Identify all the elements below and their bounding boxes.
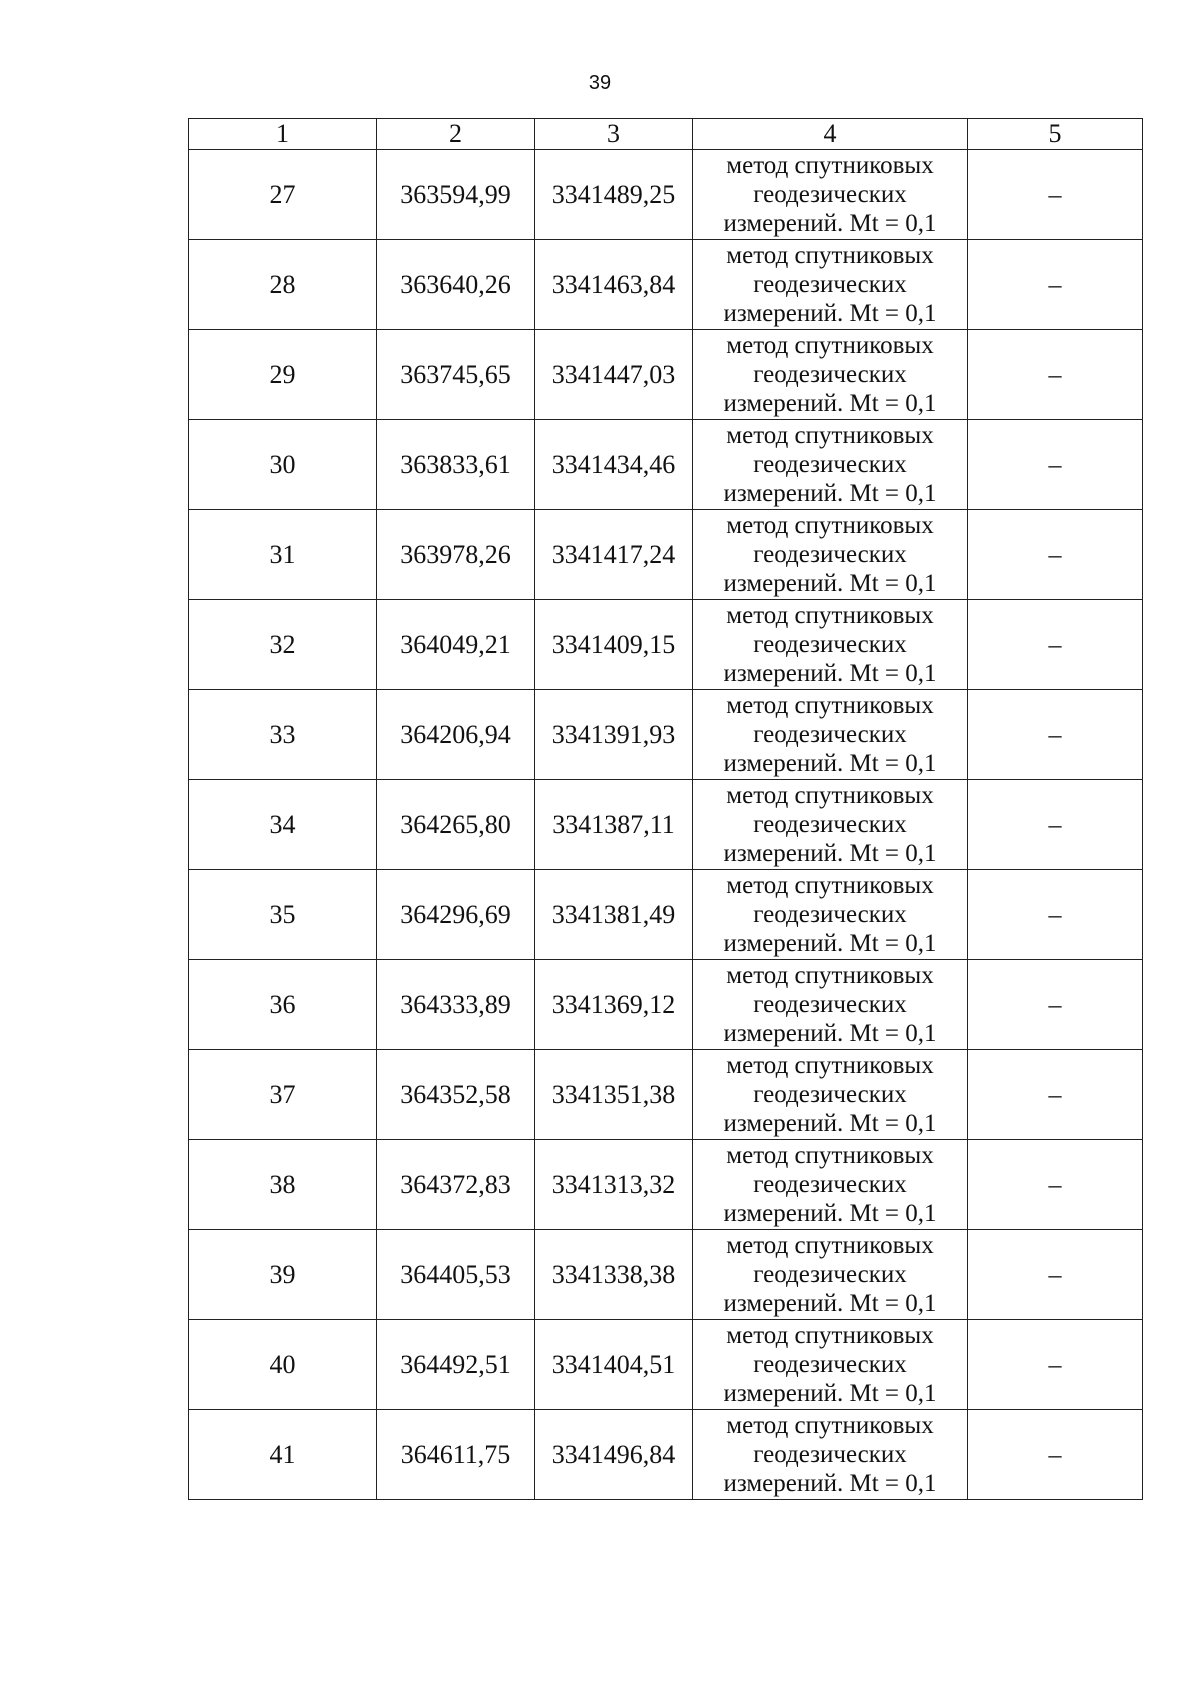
method-cell [693,240,968,330]
header-col-2: 2 [377,119,535,150]
point-number-cell: 33 [189,690,377,780]
method-cell [693,1050,968,1140]
table-row [189,1140,1143,1230]
coordinate-y-cell: 3341489,25 [535,150,693,240]
point-number-cell: 35 [189,870,377,960]
method-text-line: геодезических [753,991,907,1018]
header-col-4: 4 [693,119,968,150]
point-number-cell: 37 [189,1050,377,1140]
coordinate-y-cell: 3341369,12 [535,960,693,1050]
coordinate-x-cell: 363745,65 [377,330,535,420]
coordinate-x-cell: 364265,80 [377,780,535,870]
point-number-cell: 34 [189,780,377,870]
header-col-5: 5 [968,119,1143,150]
table-row [189,1230,1143,1320]
method-cell [693,1320,968,1410]
method-cell [693,1410,968,1500]
method-text-line: метод спутниковых [726,422,934,449]
coordinate-y-cell: 3341434,46 [535,420,693,510]
coordinate-x-cell: 364405,53 [377,1230,535,1320]
method-text-line: измерений. Mt = 0,1 [723,660,937,687]
method-text-line: измерений. Mt = 0,1 [723,1470,937,1497]
note-cell: – [968,420,1143,510]
method-text-line: геодезических [753,451,907,478]
coordinate-y-cell: 3341463,84 [535,240,693,330]
coordinate-x-cell: 364206,94 [377,690,535,780]
note-cell: – [968,780,1143,870]
method-text-line: измерений. Mt = 0,1 [723,750,937,777]
method-text-line: измерений. Mt = 0,1 [723,480,937,507]
page-number: 39 [588,72,612,94]
table-row [189,1410,1143,1500]
table-body [189,150,1143,1500]
method-cell [693,510,968,600]
method-cell [693,150,968,240]
point-number-cell: 32 [189,600,377,690]
coordinate-y-cell: 3341417,24 [535,510,693,600]
header-col-3: 3 [535,119,693,150]
coordinate-y-cell: 3341404,51 [535,1320,693,1410]
method-text-line: метод спутниковых [726,602,934,629]
method-cell [693,600,968,690]
point-number-cell: 30 [189,420,377,510]
method-text-line: геодезических [753,1441,907,1468]
method-text-line: измерений. Mt = 0,1 [723,840,937,867]
method-cell [693,1140,968,1230]
coordinate-y-cell: 3341447,03 [535,330,693,420]
method-text-line: метод спутниковых [726,962,934,989]
method-text-line: метод спутниковых [726,1052,934,1079]
coordinate-y-cell: 3341313,32 [535,1140,693,1230]
note-cell: – [968,960,1143,1050]
method-text-line: геодезических [753,541,907,568]
coordinate-y-cell: 3341381,49 [535,870,693,960]
table-header-row [189,119,1143,150]
note-cell: – [968,1140,1143,1230]
table-row [189,420,1143,510]
method-text-line: метод спутниковых [726,1412,934,1439]
table-row [189,870,1143,960]
method-text-line: измерений. Mt = 0,1 [723,1020,937,1047]
coordinate-y-cell: 3341496,84 [535,1410,693,1500]
coordinate-y-cell: 3341387,11 [535,780,693,870]
method-text-line: метод спутниковых [726,242,934,269]
note-cell: – [968,1410,1143,1500]
method-text-line: геодезических [753,721,907,748]
method-text-line: геодезических [753,271,907,298]
method-text-line: метод спутниковых [726,692,934,719]
table-row [189,780,1143,870]
coordinate-x-cell: 364049,21 [377,600,535,690]
method-text-line: измерений. Mt = 0,1 [723,210,937,237]
method-text-line: измерений. Mt = 0,1 [723,390,937,417]
note-cell: – [968,600,1143,690]
table-row [189,240,1143,330]
method-cell [693,330,968,420]
point-number-cell: 40 [189,1320,377,1410]
note-cell: – [968,330,1143,420]
note-cell: – [968,1230,1143,1320]
method-text-line: геодезических [753,1261,907,1288]
header-col-1: 1 [189,119,377,150]
table-row [189,510,1143,600]
method-text-line: метод спутниковых [726,332,934,359]
point-number-cell: 29 [189,330,377,420]
coordinate-x-cell: 363978,26 [377,510,535,600]
coordinate-y-cell: 3341391,93 [535,690,693,780]
point-number-cell: 38 [189,1140,377,1230]
point-number-cell: 39 [189,1230,377,1320]
note-cell: – [968,510,1143,600]
method-text-line: метод спутниковых [726,1322,934,1349]
note-cell: – [968,1320,1143,1410]
method-text-line: геодезических [753,1171,907,1198]
method-text-line: измерений. Mt = 0,1 [723,570,937,597]
note-cell: – [968,150,1143,240]
table-row [189,330,1143,420]
coordinate-x-cell: 364296,69 [377,870,535,960]
coordinate-x-cell: 364372,83 [377,1140,535,1230]
method-text-line: метод спутниковых [726,782,934,809]
method-text-line: геодезических [753,811,907,838]
method-text-line: метод спутниковых [726,512,934,539]
point-number-cell: 36 [189,960,377,1050]
method-text-line: геодезических [753,361,907,388]
table-row [189,1050,1143,1140]
method-text-line: измерений. Mt = 0,1 [723,300,937,327]
method-cell [693,420,968,510]
method-text-line: измерений. Mt = 0,1 [723,1290,937,1317]
coordinate-x-cell: 364352,58 [377,1050,535,1140]
method-text-line: измерений. Mt = 0,1 [723,1110,937,1137]
method-cell [693,1230,968,1320]
note-cell: – [968,240,1143,330]
method-cell [693,960,968,1050]
table-row [189,150,1143,240]
method-cell [693,690,968,780]
table-row [189,690,1143,780]
method-text-line: метод спутниковых [726,872,934,899]
method-cell [693,780,968,870]
note-cell: – [968,690,1143,780]
coordinate-x-cell: 364492,51 [377,1320,535,1410]
coordinate-x-cell: 363833,61 [377,420,535,510]
table-row [189,600,1143,690]
method-text-line: метод спутниковых [726,1232,934,1259]
coordinate-x-cell: 363640,26 [377,240,535,330]
method-text-line: измерений. Mt = 0,1 [723,1200,937,1227]
coordinates-table [188,118,1143,1500]
point-number-cell: 28 [189,240,377,330]
point-number-cell: 27 [189,150,377,240]
method-text-line: геодезических [753,1081,907,1108]
coordinate-y-cell: 3341338,38 [535,1230,693,1320]
coordinate-x-cell: 363594,99 [377,150,535,240]
coordinate-y-cell: 3341409,15 [535,600,693,690]
method-text-line: метод спутниковых [726,152,934,179]
method-cell [693,870,968,960]
coordinate-x-cell: 364611,75 [377,1410,535,1500]
note-cell: – [968,870,1143,960]
table-row [189,1320,1143,1410]
coordinate-y-cell: 3341351,38 [535,1050,693,1140]
method-text-line: геодезических [753,901,907,928]
method-text-line: геодезических [753,181,907,208]
method-text-line: метод спутниковых [726,1142,934,1169]
method-text-line: геодезических [753,1351,907,1378]
point-number-cell: 31 [189,510,377,600]
method-text-line: измерений. Mt = 0,1 [723,1380,937,1407]
method-text-line: измерений. Mt = 0,1 [723,930,937,957]
point-number-cell: 41 [189,1410,377,1500]
coordinate-x-cell: 364333,89 [377,960,535,1050]
method-text-line: геодезических [753,631,907,658]
note-cell: – [968,1050,1143,1140]
table-row [189,960,1143,1050]
